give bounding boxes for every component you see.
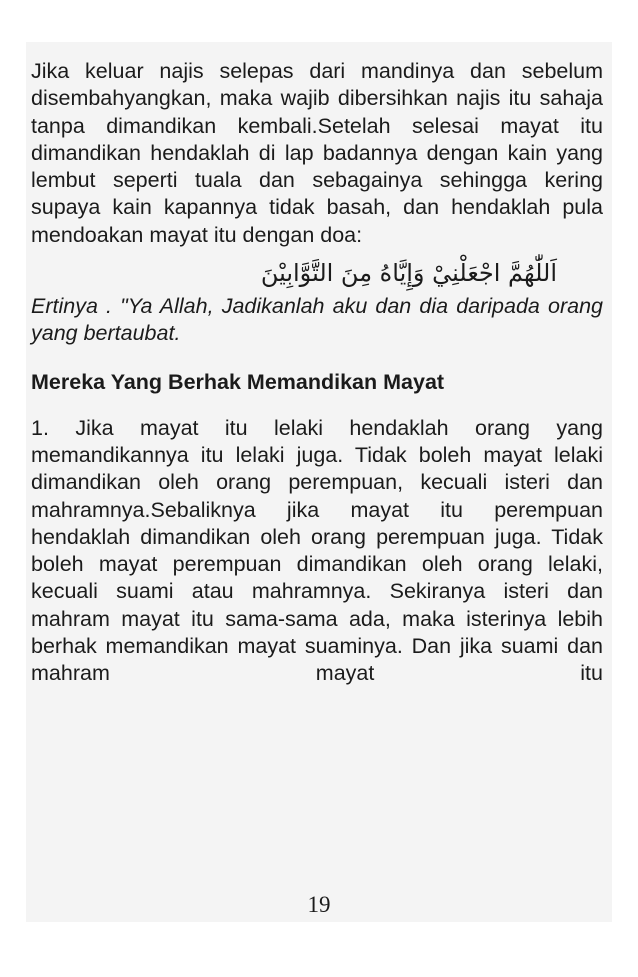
arabic-prayer: اَللّٰهُمَّ اجْعَلْنِيْ وَإِيَّاهُ مِنَ التَّوَّابِيْنَ xyxy=(260,259,557,288)
body-paragraph: Jika keluar najis selepas dari mandinya dan sebelum disembahyangkan, maka wajib dibersihkan najis itu sahaja tanpa dimandikan kembali.Setelah selesai mayat itu dimandikan hendaklah di lap badannya dengan kain yang lembut seperti tuala dan sebagainya sehingga kering supaya kain kapannya tidak basah, dan hendaklah pula mendoakan mayat itu dengan doa: xyxy=(31,59,603,247)
section-heading: Mereka Yang Berhak Memandikan Mayat xyxy=(31,369,445,394)
prayer-translation: Ertinya . "Ya Allah, Jadikanlah aku dan dia daripada orang yang bertaubat. xyxy=(31,294,603,346)
page-number: 19 xyxy=(307,892,331,917)
page-content xyxy=(31,58,603,688)
list-item: 1. Jika mayat itu lelaki hendaklah orang yang memandikannya itu lelaki juga. Tidak boleh mayat lelaki dimandikan oleh orang perempuan, kecuali isteri dan mahramnya.Sebaliknya jika mayat itu perempuan hendaklah dimandikan oleh orang perempuan juga. Tidak boleh mayat perempuan dimandikan oleh orang lelaki, kecuali suami atau mahramnya. Sekiranya isteri dan mahram mayat itu sama-sama ada, maka isterinya lebih berhak memandikan mayat suaminya. Dan jika suami dan mahram mayat itu xyxy=(31,415,603,686)
